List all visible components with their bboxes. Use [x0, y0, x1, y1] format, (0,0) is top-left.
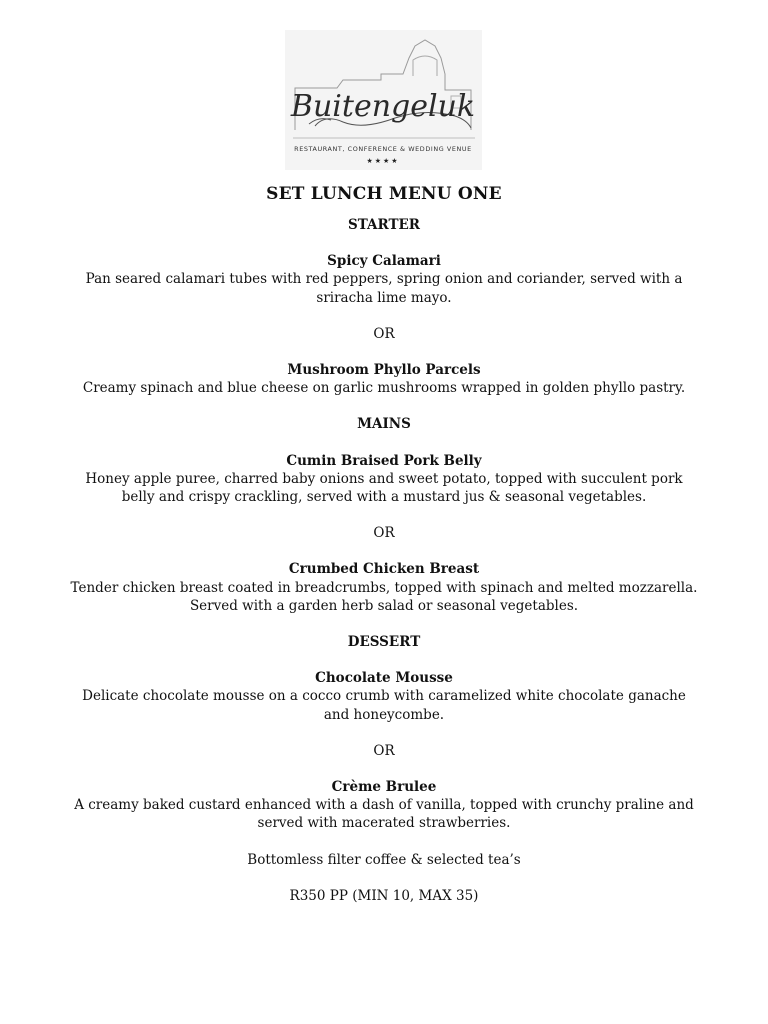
venue-logo [285, 30, 482, 170]
dish-description: Creamy spinach and blue cheese on garlic mushrooms wrapped in golden phyllo pastry. [82, 380, 686, 397]
extras-note: Bottomless filter coffee & selected tea’s [247, 851, 521, 868]
menu-body [60, 180, 708, 905]
dessert-option-2 [60, 778, 708, 833]
starter-option-2 [60, 361, 708, 397]
section-starter-label: STARTER [347, 217, 421, 233]
or-divider: OR [373, 525, 395, 542]
dish-description: Pan seared calamari tubes with red peppers, spring onion and coriander, served with a sriracha lime mayo. [85, 271, 683, 306]
mains-option-1 [60, 452, 708, 507]
dish-name: Mushroom Phyllo Parcels [287, 362, 481, 379]
dish-description: Tender chicken breast coated in breadcrumbs, topped with spinach and melted mozzarella. Served with a garden herb salad or seasonal vegetables. [70, 579, 698, 614]
dish-description: A creamy baked custard enhanced with a dash of vanilla, topped with crunchy praline and served with macerated strawberries. [74, 797, 694, 832]
section-mains-label: MAINS [357, 416, 411, 433]
dish-description: Delicate chocolate mousse on a cocco crumb with caramelized white chocolate ganache and honeycombe. [82, 688, 686, 723]
dish-description: Honey apple puree, charred baby onions and sweet potato, topped with succulent pork belly and crispy crackling, served with a mustard jus & seasonal vegetables. [85, 470, 683, 506]
starter-option-1 [60, 252, 708, 307]
section-dessert-label: DESSERT [347, 634, 421, 651]
menu-title: SET LUNCH MENU ONE [266, 184, 502, 204]
or-divider: OR [373, 742, 395, 759]
dessert-option-1 [60, 669, 708, 724]
dish-name: Crème Brulee [331, 779, 437, 796]
rating-stars: ★★★★ [366, 157, 400, 165]
dish-name: Cumin Braised Pork Belly [286, 452, 482, 469]
or-divider: OR [373, 325, 395, 342]
price-note: R350 PP (MIN 10, MAX 35) [289, 887, 479, 904]
dish-name: Chocolate Mousse [315, 670, 453, 687]
logo-tagline: RESTAURANT, CONFERENCE & WEDDING VENUE [294, 145, 472, 153]
logo-name: Buitengeluk [290, 89, 476, 124]
dish-name: Crumbed Chicken Breast [288, 561, 480, 578]
mains-option-2 [60, 560, 708, 615]
dish-name: Spicy Calamari [327, 253, 441, 270]
